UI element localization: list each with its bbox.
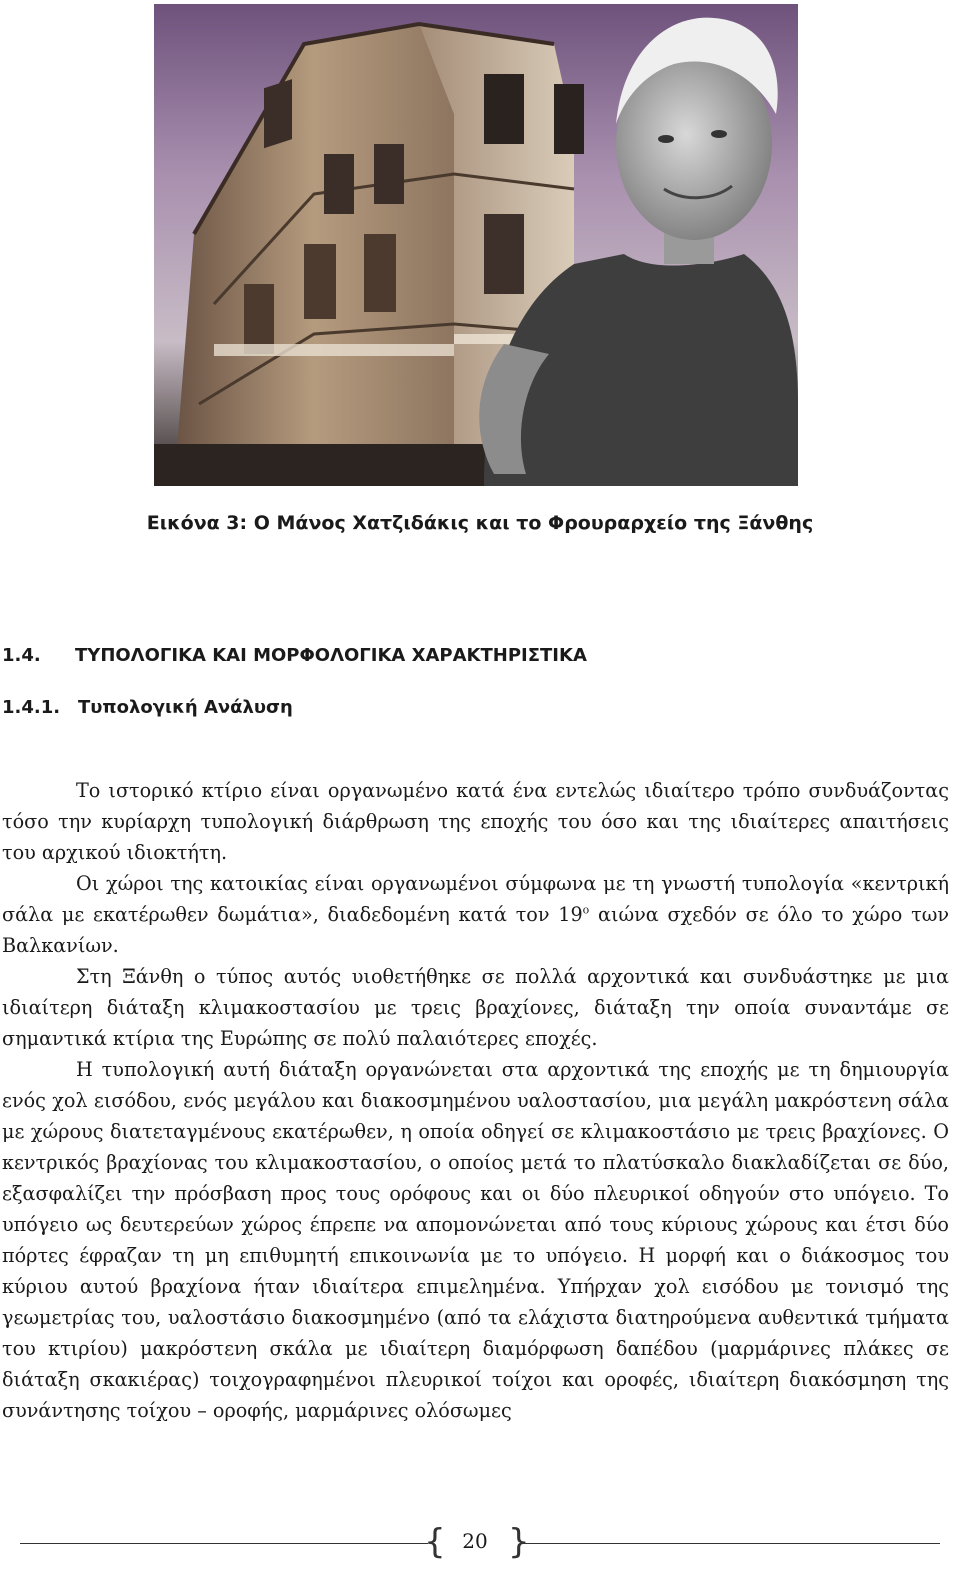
paragraph	[2, 868, 949, 961]
superscript: ο	[582, 903, 590, 917]
paragraph: Η τυπολογική αυτή διάταξη οργανώνεται στα αρχοντικά της εποχής με τη δημιουργία ενός χολ εισόδου, ενός μεγάλου και διακοσμημένου υαλοστασίου, μια μεγάλη μακρόστενη σάλα με χώρους διατεταγμένους εκατέρωθεν, η οποία οδηγεί σε κλιμακοστάσιο με τρεις βραχίονες. Ο κεντρικός βραχίονας του κλιμακοστασίου, ο οποίος μετά το πλατύσκαλο διακλαδίζεται σε δύο, εξασφαλίζει την πρόσβαση προς τους ορόφους και οι δύο πλευρικοί οδηγούν στο υπόγειο. Το υπόγειο ως δευτερεύων χώρος έπρεπε να απομονώνεται από τους κύριους χώρους και έτσι δύο πόρτες έφραζαν τη μη επιθυμητή επικοινωνία με το υπόγειο. Η μορφή και ο διάκοσμος του κύριου αυτού βραχίονα ήταν ιδιαίτερα επιμελημένα. Υπήρχαν χολ εισόδου με τονισμό της γεωμετρίας του, υαλοστάσιο διακοσμημένο (από τα ελάχιστα διατηρούμενα αυθεντικά τμήματα του κτιρίου) μακρόστενη σκάλα με ιδιαίτερη διαμόρφωση δαπέδου (μαρμάρινες πλάκες σε διάταξη σκακιέρας) τοιχογραφημένοι πλευρικοί τοίχοι και οροφές, ιδιαίτερη διακόσμηση της συνάντησης τοίχου – οροφής, μαρμάρινες ολόσωμες	[2, 1058, 949, 1422]
subsection-title: Τυπολογική Ανάλυση	[78, 697, 293, 718]
page-footer	[0, 1520, 960, 1568]
paragraph: Το ιστορικό κτίριο είναι οργανωμένο κατά ένα εντελώς ιδιαίτερο τρόπο συνδυάζοντας τόσο την κυρίαρχη τυπολογική διάρθρωση της εποχής του όσο και της ιδιαίτερες απαιτήσεις του αρχικού ιδιοκτήτη.	[2, 779, 949, 864]
footer-rule-right	[524, 1543, 940, 1544]
page-number: 20	[462, 1529, 488, 1553]
photo-collage-icon	[154, 4, 798, 486]
footer-rule-left	[20, 1543, 428, 1544]
subsection-heading	[2, 697, 293, 718]
paragraph: Στη Ξάνθη ο τύπος αυτός υιοθετήθηκε σε πολλά αρχοντικά και συνδυάστηκε με μια ιδιαίτερη διάταξη κλιμακοστασίου με τρεις βραχίονες, διάταξη την οποία συναντάμε σε σημαντικά κτίρια της Ευρώπης σε πολύ παλαιότερες εποχές.	[2, 965, 949, 1050]
section-title: ΤΥΠΟΛΟΓΙΚΑ ΚΑΙ ΜΟΡΦΟΛΟΓΙΚΑ ΧΑΡΑΚΤΗΡΙΣΤΙΚΑ	[75, 645, 587, 666]
figure-photo	[154, 4, 798, 486]
right-brace-icon: }	[508, 1522, 530, 1562]
paragraph-text: Οι χώροι της κατοικίας είναι οργανωμένοι σύμφωνα με τη γνωστή τυπολογία «κεντρική σάλα με εκατέρωθεν δωμάτια», διαδεδομένη κατά τον 19	[2, 872, 949, 926]
body-text	[2, 775, 949, 1426]
section-heading	[2, 645, 587, 666]
section-number: 1.4.	[2, 645, 41, 666]
figure-caption: Εικόνα 3: Ο Μάνος Χατζιδάκις και το Φρουραρχείο της Ξάνθης	[146, 512, 814, 534]
subsection-number: 1.4.1.	[2, 697, 61, 718]
paragraph-text-tail: αιώνα σχεδόν σε όλο το χώρο των Βαλκανίων.	[2, 903, 949, 957]
left-brace-icon: {	[424, 1522, 446, 1562]
